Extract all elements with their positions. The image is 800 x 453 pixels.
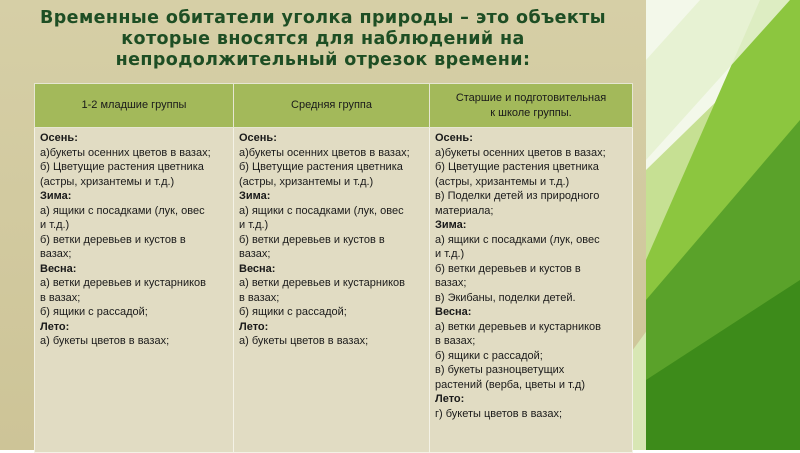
list-item: б) Цветущие растения цветника <box>435 161 599 173</box>
header-text: к школе группы. <box>490 106 572 119</box>
season-label: Осень: <box>40 132 78 144</box>
list-item: вазах; <box>435 277 467 289</box>
list-item: вазах; <box>40 248 72 260</box>
list-item: в вазах; <box>435 335 476 347</box>
season-label: Лето: <box>239 320 269 333</box>
header-senior-groups <box>430 84 633 128</box>
cell-junior-groups <box>35 128 234 453</box>
list-item: в) букеты разноцветущих <box>435 364 565 376</box>
cell-middle-group <box>234 128 430 453</box>
list-item: в) Поделки детей из природного <box>435 190 600 202</box>
list-item: а) ветки деревьев и кустарников <box>435 320 602 333</box>
season-label: Весна: <box>40 262 77 275</box>
list-item: и т.д.) <box>239 219 269 231</box>
list-item: и т.д.) <box>40 219 70 231</box>
title-line-2: которые вносятся для наблюдений на <box>121 29 525 49</box>
list-item: (астры, хризантемы и т.д.) <box>40 175 175 188</box>
list-item: а)букеты осенних цветов в вазах; <box>239 146 410 159</box>
season-label: Осень: <box>435 132 473 144</box>
header-text: 1-2 младшие группы <box>81 99 187 111</box>
list-item: (астры, хризантемы и т.д.) <box>435 175 570 188</box>
title-line-3: непродолжительный отрезок времени: <box>115 50 531 70</box>
season-label: Зима: <box>239 190 271 202</box>
list-item: в) Экибаны, поделки детей. <box>435 291 576 304</box>
list-item: б) ящики с рассадой; <box>239 306 347 318</box>
season-label: Весна: <box>239 262 276 275</box>
season-label: Весна: <box>435 306 472 318</box>
list-item: растений (верба, цветы и т.д) <box>435 378 586 391</box>
list-item: а) ящики с посадками (лук, овес <box>40 204 205 217</box>
list-item: б) ящики с рассадой; <box>435 349 543 362</box>
list-item: а)букеты осенних цветов в вазах; <box>435 146 606 159</box>
header-middle-group <box>234 84 430 128</box>
list-item: б) ветки деревьев и кустов в <box>435 262 581 275</box>
list-item: а) ветки деревьев и кустарников <box>239 277 406 289</box>
list-item: б) Цветущие растения цветника <box>40 161 204 173</box>
list-item: материала; <box>435 204 494 217</box>
list-item: (астры, хризантемы и т.д.) <box>239 175 374 188</box>
list-item: вазах; <box>239 248 271 260</box>
list-item: б) ящики с рассадой; <box>40 306 148 318</box>
slide-title <box>0 8 646 71</box>
table-header-row <box>35 84 633 128</box>
list-item: а) ветки деревьев и кустарников <box>40 277 207 289</box>
season-label: Лето: <box>435 393 465 405</box>
header-text: Старшие и подготовительная <box>455 91 607 104</box>
table-row <box>35 128 633 453</box>
list-item: в вазах; <box>239 291 280 304</box>
list-item: б) ветки деревьев и кустов в <box>239 233 385 246</box>
list-item: в вазах; <box>40 291 81 304</box>
season-label: Зима: <box>40 190 72 202</box>
list-item: б) ветки деревьев и кустов в <box>40 233 186 246</box>
list-item: а) букеты цветов в вазах; <box>40 335 170 347</box>
list-item: б) Цветущие растения цветника <box>239 161 403 173</box>
title-line-1: Временные обитатели уголка природы – это объекты <box>40 8 606 28</box>
header-junior-groups <box>35 84 234 128</box>
list-item: а) ящики с посадками (лук, овес <box>435 233 600 246</box>
list-item: и т.д.) <box>435 248 465 260</box>
list-item: г) букеты цветов в вазах; <box>435 407 563 420</box>
season-label: Осень: <box>239 132 277 144</box>
season-label: Зима: <box>435 219 467 231</box>
groups-table <box>34 83 633 453</box>
list-item: а) букеты цветов в вазах; <box>239 335 369 347</box>
header-text: Средняя группа <box>291 99 372 111</box>
cell-senior-groups <box>430 128 633 453</box>
season-label: Лето: <box>40 320 70 333</box>
list-item: а)букеты осенних цветов в вазах; <box>40 146 211 159</box>
list-item: а) ящики с посадками (лук, овес <box>239 204 404 217</box>
